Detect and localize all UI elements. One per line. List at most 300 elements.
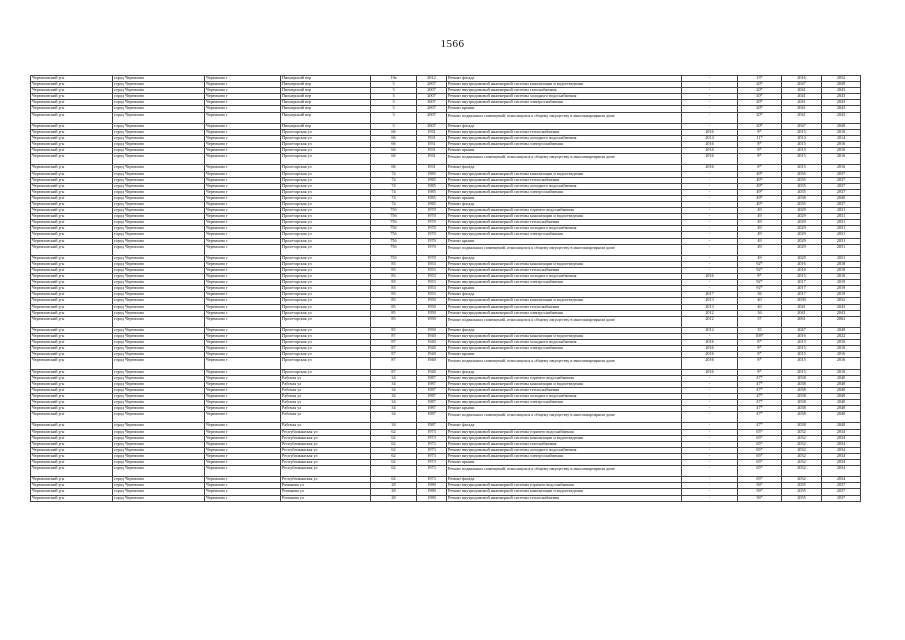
district-cell: Черемховский р-н: [31, 460, 113, 466]
period-start-cell: 2015: [782, 340, 822, 346]
work-type-cell: Ремонт внутридомовой инженерной системы канализации и водоотведения: [447, 381, 682, 387]
district-cell: Черемховский р-н: [31, 346, 113, 352]
locality-cell: Черемхово г: [205, 387, 281, 393]
street-cell: Пролетарская ул: [281, 369, 371, 375]
period-end-cell: 2031: [822, 214, 861, 220]
period-end-cell: 2034: [822, 453, 861, 459]
municipality-cell: город Черемхово: [113, 165, 205, 171]
district-cell: Черемховский р-н: [31, 255, 113, 261]
district-cell: Черемховский р-н: [31, 400, 113, 406]
municipality-cell: город Черемхово: [113, 304, 205, 310]
municipality-cell: город Черемхово: [113, 489, 205, 495]
wear-percent-cell: 20*: [738, 123, 782, 129]
locality-cell: Черемхово г: [205, 171, 281, 177]
wear-percent-cell: 108*: [738, 334, 782, 340]
last-repair-year-cell: 2014: [682, 135, 738, 141]
street-cell: Пролетарская ул: [281, 334, 371, 340]
last-repair-year-cell: -: [682, 375, 738, 381]
municipality-cell: город Черемхово: [113, 286, 205, 292]
wear-percent-cell: 65*: [738, 435, 782, 441]
street-cell: Пролетарская ул: [281, 286, 371, 292]
street-cell: Пролетарская ул: [281, 274, 371, 280]
period-end-cell: 2040: [822, 381, 861, 387]
period-end-cell: 2043: [822, 94, 861, 100]
period-end-cell: 2049: [822, 82, 861, 88]
wear-percent-cell: 56*: [738, 483, 782, 489]
locality-cell: Черемхово г: [205, 274, 281, 280]
municipality-cell: город Черемхово: [113, 298, 205, 304]
municipality-cell: город Черемхово: [113, 369, 205, 375]
municipality-cell: город Черемхово: [113, 340, 205, 346]
period-end-cell: 2049: [822, 123, 861, 129]
municipality-cell: город Черемхово: [113, 316, 205, 327]
house-number-cell: 3: [371, 100, 417, 106]
locality-cell: Черемхово г: [205, 165, 281, 171]
house-number-cell: 3: [371, 106, 417, 112]
municipality-cell: город Черемхово: [113, 453, 205, 459]
house-number-cell: 62: [371, 477, 417, 483]
locality-cell: Черемхово г: [205, 327, 281, 333]
last-repair-year-cell: 2012: [682, 316, 738, 327]
street-cell: Романова ул: [281, 495, 371, 501]
street-cell: Республиканская ул: [281, 477, 371, 483]
period-start-cell: 2061: [782, 316, 822, 327]
house-number-cell: 28: [371, 495, 417, 501]
district-cell: Черемховский р-н: [31, 292, 113, 298]
municipality-cell: город Черемхово: [113, 327, 205, 333]
period-start-cell: 2041: [782, 88, 822, 94]
last-repair-year-cell: -: [682, 244, 738, 255]
build-year-cell: 1987: [417, 381, 447, 387]
period-start-cell: 2035: [782, 201, 822, 207]
locality-cell: Черемхово г: [205, 255, 281, 261]
wear-percent-cell: 65*: [738, 466, 782, 477]
street-cell: Пролетарская ул: [281, 261, 371, 267]
build-year-cell: 2007: [417, 106, 447, 112]
work-type-cell: Ремонт внутридомовой инженерной системы газоснабжения: [447, 441, 682, 447]
municipality-cell: город Черемхово: [113, 94, 205, 100]
period-start-cell: 2035: [782, 483, 822, 489]
build-year-cell: 1980: [417, 483, 447, 489]
last-repair-year-cell: -: [682, 195, 738, 201]
build-year-cell: 1973: [417, 466, 447, 477]
period-end-cell: 2032: [822, 298, 861, 304]
last-repair-year-cell: -: [682, 280, 738, 286]
locality-cell: Черемхово г: [205, 238, 281, 244]
last-repair-year-cell: -: [682, 183, 738, 189]
period-end-cell: 2037: [822, 489, 861, 495]
municipality-cell: город Черемхово: [113, 447, 205, 453]
period-end-cell: 2031: [822, 226, 861, 232]
build-year-cell: 1985: [417, 177, 447, 183]
wear-percent-cell: 36: [738, 310, 782, 316]
district-cell: Черемховский р-н: [31, 148, 113, 154]
last-repair-year-cell: -: [682, 334, 738, 340]
municipality-cell: город Черемхово: [113, 268, 205, 274]
municipality-cell: город Черемхово: [113, 495, 205, 501]
municipality-cell: город Черемхово: [113, 171, 205, 177]
work-type-cell: Ремонт внутридомовой инженерной системы электроснабжения: [447, 232, 682, 238]
district-cell: Черемховский р-н: [31, 82, 113, 88]
build-year-cell: 2007: [417, 112, 447, 123]
work-type-cell: Ремонт внутридомовой инженерной системы электроснабжения: [447, 280, 682, 286]
period-start-cell: 2038: [782, 412, 822, 423]
district-cell: Черемховский р-н: [31, 495, 113, 501]
build-year-cell: 1950: [417, 298, 447, 304]
house-number-cell: 3: [371, 112, 417, 123]
build-year-cell: 1953: [417, 268, 447, 274]
municipality-cell: город Черемхово: [113, 435, 205, 441]
locality-cell: Черемхово г: [205, 76, 281, 82]
house-number-cell: 62: [371, 435, 417, 441]
period-end-cell: 2040: [822, 406, 861, 412]
house-number-cell: 85: [371, 304, 417, 310]
work-type-cell: Ремонт фасада: [447, 477, 682, 483]
wear-percent-cell: 49*: [738, 171, 782, 177]
locality-cell: Черемхово г: [205, 226, 281, 232]
period-start-cell: 2016: [782, 268, 822, 274]
district-cell: Черемховский р-н: [31, 142, 113, 148]
work-type-cell: Ремонт внутридомовой инженерной системы канализации и водоотведения: [447, 489, 682, 495]
build-year-cell: 1973: [417, 453, 447, 459]
period-start-cell: 2016: [782, 261, 822, 267]
house-number-cell: 75б: [371, 232, 417, 238]
build-year-cell: 1970: [417, 208, 447, 214]
locality-cell: Черемхово г: [205, 423, 281, 429]
locality-cell: Черемхово г: [205, 489, 281, 495]
period-start-cell: 2038: [782, 393, 822, 399]
locality-cell: Черемхово г: [205, 201, 281, 207]
work-type-cell: Ремонт крыши: [447, 106, 682, 112]
period-end-cell: 2034: [822, 429, 861, 435]
house-number-cell: 62: [371, 441, 417, 447]
work-type-cell: Ремонт внутридомовой инженерной системы канализации и водоотведения: [447, 298, 682, 304]
district-cell: Черемховский р-н: [31, 381, 113, 387]
street-cell: Пролетарская ул: [281, 340, 371, 346]
street-cell: Пролетарская ул: [281, 310, 371, 316]
house-number-cell: 66: [371, 154, 417, 165]
street-cell: Пролетарская ул: [281, 244, 371, 255]
last-repair-year-cell: -: [682, 226, 738, 232]
locality-cell: Черемхово г: [205, 310, 281, 316]
work-type-cell: Ремонт подвальных помещений, относящихся к общему имуществу в многоквартирном доме: [447, 316, 682, 327]
period-end-cell: 2034: [822, 460, 861, 466]
district-cell: Черемховский р-н: [31, 201, 113, 207]
district-cell: Черемховский р-н: [31, 310, 113, 316]
last-repair-year-cell: -: [682, 238, 738, 244]
district-cell: Черемховский р-н: [31, 280, 113, 286]
district-cell: Черемховский р-н: [31, 268, 113, 274]
build-year-cell: 1950: [417, 304, 447, 310]
house-number-cell: 34: [371, 400, 417, 406]
district-cell: Черемховский р-н: [31, 112, 113, 123]
street-cell: Республиканская ул: [281, 435, 371, 441]
district-cell: Черемховский р-н: [31, 327, 113, 333]
period-start-cell: 2047: [782, 82, 822, 88]
period-end-cell: 2034: [822, 435, 861, 441]
period-end-cell: 2016: [822, 154, 861, 165]
table-row: [31, 495, 861, 501]
district-cell: Черемховский р-н: [31, 435, 113, 441]
build-year-cell: 1931: [417, 165, 447, 171]
house-number-cell: 74: [371, 201, 417, 207]
municipality-cell: город Черемхово: [113, 244, 205, 255]
municipality-cell: город Черемхово: [113, 346, 205, 352]
street-cell: Пролетарская ул: [281, 171, 371, 177]
table-row: [31, 358, 861, 369]
house-number-cell: 85: [371, 327, 417, 333]
house-number-cell: 74: [371, 177, 417, 183]
wear-percent-cell: 47*: [738, 375, 782, 381]
district-cell: Черемховский р-н: [31, 358, 113, 369]
district-cell: Черемховский р-н: [31, 76, 113, 82]
locality-cell: Черемхово г: [205, 286, 281, 292]
work-type-cell: Ремонт внутридомовой инженерной системы электроснабжения: [447, 142, 682, 148]
locality-cell: Черемхово г: [205, 400, 281, 406]
locality-cell: Черемхово г: [205, 334, 281, 340]
house-number-cell: 87: [371, 340, 417, 346]
build-year-cell: 1940: [417, 340, 447, 346]
house-number-cell: 74: [371, 183, 417, 189]
work-type-cell: Ремонт крыши: [447, 286, 682, 292]
wear-percent-cell: 20*: [738, 100, 782, 106]
district-cell: Черемховский р-н: [31, 226, 113, 232]
period-end-cell: 2037: [822, 177, 861, 183]
house-number-cell: 85: [371, 298, 417, 304]
last-repair-year-cell: 2016: [682, 340, 738, 346]
locality-cell: Черемхово г: [205, 100, 281, 106]
period-end-cell: 2043: [822, 88, 861, 94]
last-repair-year-cell: 2016: [682, 154, 738, 165]
district-cell: Черемховский р-н: [31, 165, 113, 171]
locality-cell: Черемхово г: [205, 429, 281, 435]
last-repair-year-cell: -: [682, 286, 738, 292]
last-repair-year-cell: -: [682, 477, 738, 483]
wear-percent-cell: 8*: [738, 369, 782, 375]
last-repair-year-cell: -: [682, 82, 738, 88]
period-start-cell: 2015: [782, 358, 822, 369]
work-type-cell: Ремонт внутридомовой инженерной системы холодного водоснабжения: [447, 135, 682, 141]
house-number-cell: 87: [371, 358, 417, 369]
build-year-cell: 1940: [417, 334, 447, 340]
district-cell: Черемховский р-н: [31, 441, 113, 447]
street-cell: Рабочая ул: [281, 387, 371, 393]
street-cell: Романова ул: [281, 483, 371, 489]
street-cell: Пролетарская ул: [281, 292, 371, 298]
work-type-cell: Ремонт крыши: [447, 460, 682, 466]
last-repair-year-cell: 2016: [682, 142, 738, 148]
district-cell: Черемховский р-н: [31, 214, 113, 220]
municipality-cell: город Черемхово: [113, 238, 205, 244]
build-year-cell: 1973: [417, 435, 447, 441]
locality-cell: Черемхово г: [205, 280, 281, 286]
municipality-cell: город Черемхово: [113, 100, 205, 106]
locality-cell: Черемхово г: [205, 129, 281, 135]
period-start-cell: 2038: [782, 423, 822, 429]
wear-percent-cell: 8*: [738, 358, 782, 369]
municipality-cell: город Черемхово: [113, 406, 205, 412]
municipality-cell: город Черемхово: [113, 334, 205, 340]
district-cell: Черемховский р-н: [31, 387, 113, 393]
work-type-cell: Ремонт фасада: [447, 423, 682, 429]
house-number-cell: 83: [371, 261, 417, 267]
period-start-cell: 2038: [782, 387, 822, 393]
municipality-cell: город Черемхово: [113, 82, 205, 88]
district-cell: Черемховский р-н: [31, 94, 113, 100]
locality-cell: Черемхово г: [205, 483, 281, 489]
build-year-cell: 1931: [417, 154, 447, 165]
wear-percent-cell: 8*: [738, 129, 782, 135]
capital-repair-table-container: [30, 75, 860, 502]
municipality-cell: город Черемхово: [113, 189, 205, 195]
wear-percent-cell: 65*: [738, 429, 782, 435]
locality-cell: Черемхово г: [205, 123, 281, 129]
municipality-cell: город Черемхово: [113, 375, 205, 381]
house-number-cell: 83: [371, 268, 417, 274]
street-cell: Пролетарская ул: [281, 226, 371, 232]
wear-percent-cell: 92*: [738, 261, 782, 267]
period-start-cell: 2038: [782, 375, 822, 381]
municipality-cell: город Черемхово: [113, 460, 205, 466]
house-number-cell: 87: [371, 352, 417, 358]
municipality-cell: город Черемхово: [113, 183, 205, 189]
street-cell: Пролетарская ул: [281, 165, 371, 171]
locality-cell: Черемхово г: [205, 406, 281, 412]
district-cell: Черемховский р-н: [31, 106, 113, 112]
wear-percent-cell: 47*: [738, 423, 782, 429]
build-year-cell: 1940: [417, 346, 447, 352]
wear-percent-cell: 49: [738, 238, 782, 244]
locality-cell: Черемхово г: [205, 381, 281, 387]
period-start-cell: 2017: [782, 292, 822, 298]
build-year-cell: 2007: [417, 82, 447, 88]
work-type-cell: Ремонт фасада: [447, 292, 682, 298]
street-cell: Рабочая ул: [281, 406, 371, 412]
wear-percent-cell: 8*: [738, 340, 782, 346]
period-end-cell: 2062: [822, 316, 861, 327]
wear-percent-cell: 13*: [738, 76, 782, 82]
district-cell: Черемховский р-н: [31, 352, 113, 358]
work-type-cell: Ремонт внутридомовой инженерной системы горячего водоснабжения: [447, 375, 682, 381]
last-repair-year-cell: 2016: [682, 346, 738, 352]
last-repair-year-cell: -: [682, 429, 738, 435]
street-cell: Пролетарская ул: [281, 238, 371, 244]
house-number-cell: 85: [371, 316, 417, 327]
locality-cell: Черемхово г: [205, 435, 281, 441]
street-cell: Рабочая ул: [281, 375, 371, 381]
work-type-cell: Ремонт внутридомовой инженерной системы теплоснабжения: [447, 268, 682, 274]
last-repair-year-cell: -: [682, 94, 738, 100]
locality-cell: Черемхово г: [205, 466, 281, 477]
period-end-cell: 2043: [822, 106, 861, 112]
capital-repair-table: [30, 75, 861, 502]
build-year-cell: 1970: [417, 232, 447, 238]
locality-cell: Черемхово г: [205, 142, 281, 148]
period-start-cell: 2015: [782, 346, 822, 352]
work-type-cell: Ремонт крыши: [447, 195, 682, 201]
locality-cell: Черемхово г: [205, 135, 281, 141]
house-number-cell: 34: [371, 423, 417, 429]
period-start-cell: 2047: [782, 123, 822, 129]
municipality-cell: город Черемхово: [113, 195, 205, 201]
district-cell: Черемховский р-н: [31, 123, 113, 129]
municipality-cell: город Черемхово: [113, 208, 205, 214]
street-cell: Пионерский пер: [281, 76, 371, 82]
period-start-cell: 2017: [782, 280, 822, 286]
work-type-cell: Ремонт внутридомовой инженерной системы теплоснабжения: [447, 220, 682, 226]
work-type-cell: Ремонт внутридомовой инженерной системы газоснабжения: [447, 88, 682, 94]
wear-percent-cell: 92*: [738, 280, 782, 286]
work-type-cell: Ремонт подвальных помещений, относящихся к общему имуществу в многоквартирном доме: [447, 412, 682, 423]
period-end-cell: 2043: [822, 310, 861, 316]
last-repair-year-cell: 2013: [682, 304, 738, 310]
street-cell: Пролетарская ул: [281, 214, 371, 220]
wear-percent-cell: 20*: [738, 106, 782, 112]
district-cell: Черемховский р-н: [31, 232, 113, 238]
period-start-cell: 2015: [782, 154, 822, 165]
wear-percent-cell: 49*: [738, 195, 782, 201]
build-year-cell: 1973: [417, 441, 447, 447]
street-cell: Пионерский пер: [281, 88, 371, 94]
locality-cell: Черемхово г: [205, 82, 281, 88]
last-repair-year-cell: -: [682, 441, 738, 447]
locality-cell: Черемхово г: [205, 298, 281, 304]
district-cell: Черемховский р-н: [31, 316, 113, 327]
wear-percent-cell: 36: [738, 292, 782, 298]
last-repair-year-cell: -: [682, 489, 738, 495]
wear-percent-cell: 8*: [738, 154, 782, 165]
municipality-cell: город Черемхово: [113, 142, 205, 148]
house-number-cell: 75б: [371, 226, 417, 232]
street-cell: Республиканская ул: [281, 460, 371, 466]
build-year-cell: 1931: [417, 129, 447, 135]
work-type-cell: Ремонт внутридомовой инженерной системы холодного водоснабжения: [447, 274, 682, 280]
last-repair-year-cell: -: [682, 76, 738, 82]
wear-percent-cell: 8*: [738, 346, 782, 352]
wear-percent-cell: 49*: [738, 183, 782, 189]
work-type-cell: Ремонт фасада: [447, 327, 682, 333]
period-start-cell: 2029: [782, 226, 822, 232]
period-start-cell: 2029: [782, 244, 822, 255]
build-year-cell: 1931: [417, 135, 447, 141]
locality-cell: Черемхово г: [205, 268, 281, 274]
street-cell: Пролетарская ул: [281, 201, 371, 207]
period-end-cell: 2018: [822, 261, 861, 267]
locality-cell: Черемхово г: [205, 292, 281, 298]
build-year-cell: 2007: [417, 94, 447, 100]
street-cell: Пролетарская ул: [281, 255, 371, 261]
build-year-cell: 1973: [417, 477, 447, 483]
build-year-cell: 1950: [417, 316, 447, 327]
period-end-cell: 2037: [822, 483, 861, 489]
period-start-cell: 2030: [782, 298, 822, 304]
period-start-cell: 2032: [782, 429, 822, 435]
work-type-cell: Ремонт внутридомовой инженерной системы электроснабжения: [447, 100, 682, 106]
last-repair-year-cell: -: [682, 255, 738, 261]
locality-cell: Черемхово г: [205, 316, 281, 327]
period-start-cell: 2038: [782, 381, 822, 387]
period-start-cell: 2035: [782, 489, 822, 495]
last-repair-year-cell: -: [682, 189, 738, 195]
build-year-cell: 1985: [417, 189, 447, 195]
wear-percent-cell: 65*: [738, 477, 782, 483]
street-cell: Пролетарская ул: [281, 298, 371, 304]
street-cell: Рабочая ул: [281, 412, 371, 423]
house-number-cell: 75б: [371, 238, 417, 244]
street-cell: Пролетарская ул: [281, 189, 371, 195]
wear-percent-cell: 65*: [738, 447, 782, 453]
street-cell: Пролетарская ул: [281, 220, 371, 226]
